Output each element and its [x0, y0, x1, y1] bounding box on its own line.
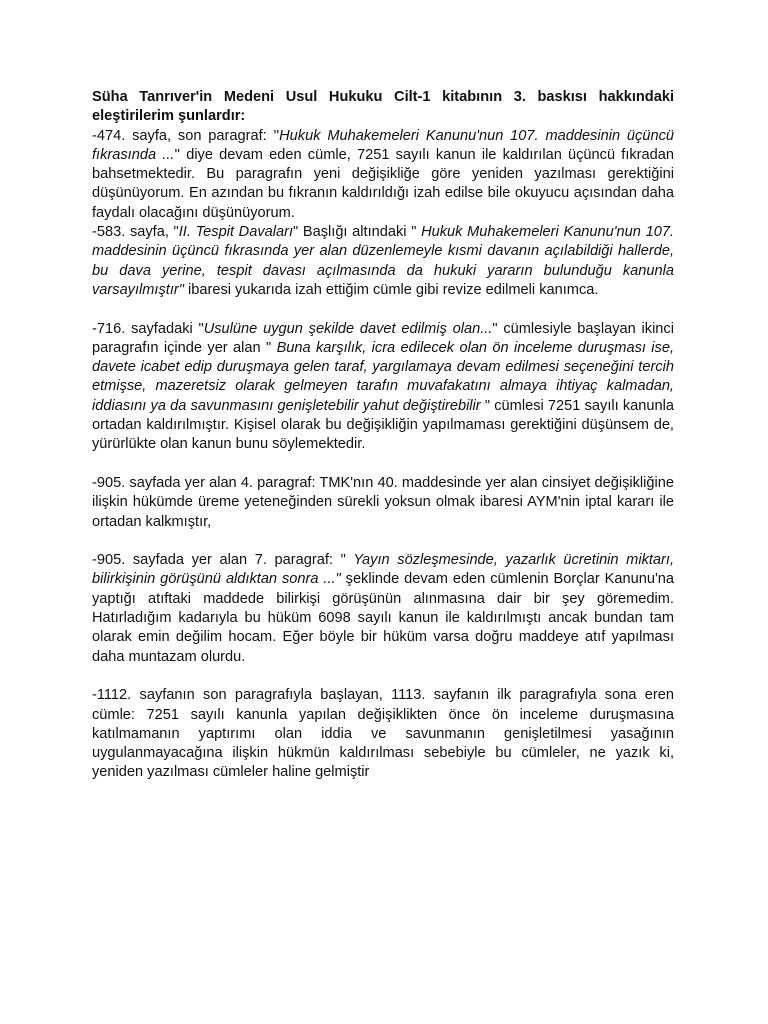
- paragraph-474: [92, 127, 674, 223]
- paragraph-gap: [92, 532, 674, 551]
- paragraph-905-7-body: şeklinde devam eden cümlenin Borçlar Kanunu'na yaptığı atıftaki maddede bilirkişi görüşünün alınmasına dair bir şey göremedim. Hatırladığım kadarıyla bu hüküm 6098 sayılı kanun ile kaldırılmıştı ancak bundan tam olarak emin değilim hocam. Eğer böyle bir hüküm varsa doğru maddeye atıf yapılması daha muntazam olurdu.: [92, 571, 674, 665]
- paragraph-716-second-quote: Buna karşılık, icra edilecek olan ön inceleme duruşması ise, davete icabet edip duruşmaya gelen taraf, yargılamaya devam edilmesi seçeneğini tercih etmişse, mazeretsiz olarak gelmeyen tarafın muvafakatını almaya ihtiyaç kalmadan, iddiasını ya da savunmasını genişletebilir yahut değiştirebilir: [92, 339, 675, 414]
- paragraph-716-mid: " cümlesiyle başlayan ikinci paragrafın içinde yer alan ": [92, 320, 674, 356]
- paragraph-gap: [92, 455, 674, 474]
- paragraph-905-7: [92, 551, 674, 667]
- paragraph-583-quote: Hukuk Muhakemeleri Kanunu'nun 107. maddesinin üçüncü fıkrasında yer alan düzenlemeyle kısmi davanın açılabildiği hallerde, bu dava yerine, tespit davası açılmasında da hukuki yararın bulunduğu kanunla varsayılmıştır": [92, 224, 674, 298]
- paragraph-905-4: -905. sayfada yer alan 4. paragraf: TMK'nın 40. maddesinde yer alan cinsiyet değişikliğine ilişkin hükümde üreme yeteneğinden sürekli yoksun olmak ibaresi AYM'nin iptal kararı ile ortadan kalkmıştır,: [92, 474, 674, 530]
- document-page: [92, 88, 674, 783]
- paragraph-905-7-quote: Yayın sözleşmesinde, yazarlık ücretinin miktarı, bilirkişinin görüşünü aldıktan sonra ...": [92, 552, 675, 588]
- paragraph-1112: -1112. sayfanın son paragrafıyla başlayan, 1113. sayfanın ilk paragrafıyla sona eren cümle: 7251 sayılı kanunla yapılan değişiklikten önce ön inceleme duruşmasına katılmamanın yaptırımı olan iddia ve savunmanın genişletilmesi yasağının uygulanmayacağına ilişkin hükmün kaldırılması sebebiyle bu cümleler, ne yazık ki, yeniden yazılması cümleler haline gelmiştir: [92, 687, 674, 781]
- paragraph-716-body: " cümlesi 7251 sayılı kanunla ortadan kaldırılmıştır. Kişisel olarak bu değişikliğin yapılmaması gerektiğini düşünsem de, yürürlükte olan kanun bunu söylemektedir.: [92, 397, 674, 453]
- paragraph-716-first-quote: Usulüne uygun şekilde davet edilmiş olan...: [203, 320, 493, 337]
- paragraph-583-section-title: II. Tespit Davaları: [178, 224, 294, 241]
- paragraph-716-lead: -716. sayfadaki ": [92, 320, 204, 337]
- paragraph-583-lead: -583. sayfa, ": [92, 224, 179, 241]
- paragraph-583: [92, 223, 674, 300]
- paragraph-gap: [92, 300, 674, 319]
- paragraph-gap: [92, 667, 674, 686]
- paragraph-474-body: '' diye devam eden cümle, 7251 sayılı kanun ile kaldırılan üçüncü fıkradan bahsetmektedir. Bu paragrafın yeni değişikliğe göre yeniden yazılması gerektiğini düşünüyorum. En azından bu fıkranın kaldırıldığı izah edilse bile okuyucu açısından daha faydalı olacağını düşünüyorum.: [92, 146, 674, 221]
- paragraph-583-body: ibaresi yukarıda izah ettiğim cümle gibi revize edilmeli kanımca.: [183, 281, 599, 298]
- document-heading: Süha Tanrıver'in Medeni Usul Hukuku Cilt-1 kitabının 3. baskısı hakkındaki eleştirilerim şunlardır:: [92, 89, 674, 125]
- paragraph-583-mid: " Başlığı altındaki ": [293, 224, 422, 241]
- paragraph-905-7-lead: -905. sayfada yer alan 7. paragraf: ": [92, 552, 354, 569]
- paragraph-474-quote: Hukuk Muhakemeleri Kanunu'nun 107. maddesinin üçüncü fıkrasında ...: [92, 127, 674, 163]
- paragraph-716: [92, 320, 674, 455]
- paragraph-474-lead: -474. sayfa, son paragraf: '': [92, 127, 280, 144]
